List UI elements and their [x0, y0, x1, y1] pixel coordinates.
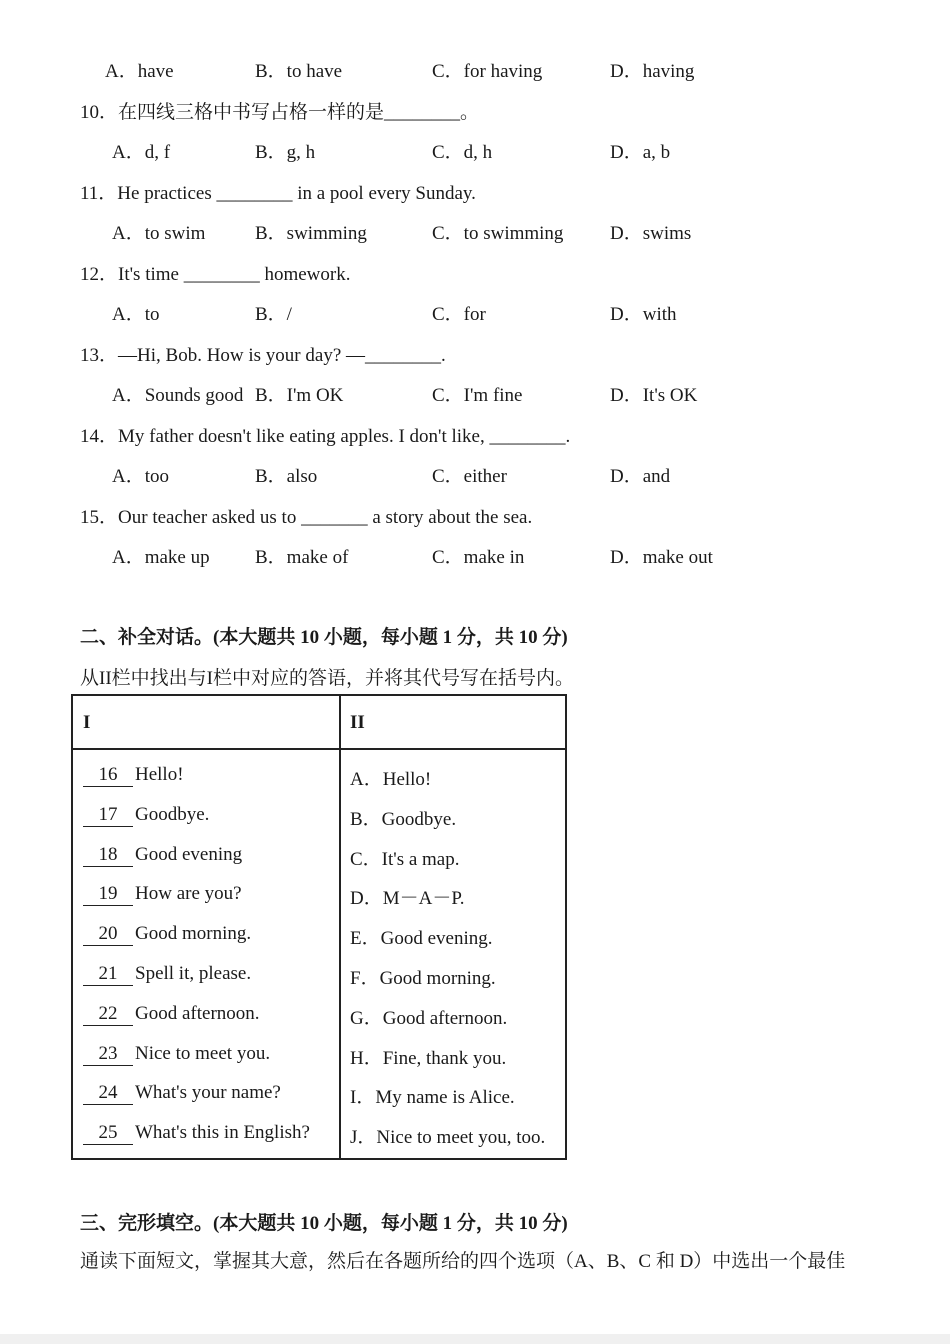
answer-option: A．d, f: [112, 142, 171, 163]
section2-heading: 二、补全对话。(本大题共 10 小题，每小题 1 分，共 10 分): [80, 627, 568, 648]
table-row-prompt: [83, 844, 242, 867]
question-stem: [80, 97, 479, 124]
question-stem: [80, 421, 570, 448]
answer-option: A．to: [112, 304, 160, 325]
answer-option: D．make out: [610, 547, 713, 568]
answer-blank-number: 17: [83, 804, 133, 827]
section3-heading: 三、完形填空。(本大题共 10 小题，每小题 1 分，共 10 分): [80, 1213, 568, 1234]
table-row-response: D．M－A－P.: [350, 888, 465, 910]
table-row-prompt: [83, 1043, 270, 1066]
prompt-text: Good evening: [135, 843, 243, 865]
answer-blank-number: 18: [83, 844, 133, 867]
answer-option: B．/: [255, 304, 292, 325]
matching-table: [71, 694, 567, 1160]
answer-option: A．to swim: [112, 223, 206, 244]
answer-option: C．make in: [432, 547, 525, 568]
table-row-prompt: [83, 923, 251, 946]
answer-option: A．Sounds good: [112, 385, 244, 406]
answer-option: C．either: [432, 466, 507, 487]
column-divider: [339, 696, 341, 1158]
answer-option: C．to swimming: [432, 223, 564, 244]
answer-option: A．too: [112, 466, 170, 487]
table-row-prompt: [83, 1003, 260, 1026]
answer-blank-number: 21: [83, 963, 133, 986]
table-row-response: A．Hello!: [350, 769, 432, 790]
question-number: 14．: [80, 425, 119, 447]
question-text: Our teacher asked us to _______ a story about the sea.: [118, 506, 533, 528]
answer-option: B．swimming: [255, 223, 367, 244]
table-row-prompt: [83, 883, 242, 906]
answer-option: B．I'm OK: [255, 385, 344, 406]
answer-option: D．swims: [610, 223, 692, 244]
table-row-response: H．Fine, thank you.: [350, 1047, 507, 1069]
answer-option: B．also: [255, 466, 318, 487]
answer-blank-number: 20: [83, 923, 133, 946]
question-number: 11．: [80, 182, 118, 204]
section2-instruction: 从II栏中找出与I栏中对应的答语，并将其代号写在括号内。: [80, 668, 574, 689]
question-stem: [80, 178, 476, 205]
prompt-text: What's this in English?: [135, 1122, 310, 1144]
table-row-response: I．My name is Alice.: [350, 1087, 515, 1109]
table-row-prompt: [83, 1082, 281, 1105]
table-row-response: G．Good afternoon.: [350, 1007, 508, 1029]
answer-blank-number: 16: [83, 764, 133, 787]
answer-option: B．to have: [255, 61, 343, 82]
answer-option: A．have: [105, 61, 174, 82]
question-number: 12．: [80, 263, 119, 285]
page-bottom-edge: [0, 1334, 950, 1344]
answer-option: C．for: [432, 304, 486, 325]
answer-blank-number: 23: [83, 1043, 133, 1066]
prompt-text: Good morning.: [135, 923, 252, 945]
prompt-text: How are you?: [135, 883, 242, 905]
question-stem: [80, 502, 532, 529]
column-header-ii: II: [350, 712, 365, 733]
answer-option: D．a, b: [610, 142, 671, 163]
table-row-prompt: [83, 764, 184, 787]
answer-option: C．for having: [432, 61, 543, 82]
answer-blank-number: 19: [83, 883, 133, 906]
prompt-text: What's your name?: [135, 1082, 281, 1104]
header-divider: [73, 748, 565, 750]
prompt-text: Hello!: [135, 764, 184, 785]
table-row-response: B．Goodbye.: [350, 808, 457, 830]
table-row-response: J．Nice to meet you, too.: [350, 1127, 546, 1149]
answer-option: D．and: [610, 466, 671, 487]
answer-option: A．make up: [112, 547, 210, 568]
question-number: 10．: [80, 101, 119, 123]
table-row-prompt: [83, 963, 251, 986]
prompt-text: Good afternoon.: [135, 1002, 260, 1024]
answer-option: D．It's OK: [610, 385, 698, 406]
table-row-response: F．Good morning.: [350, 968, 496, 989]
prompt-text: Spell it, please.: [135, 963, 252, 984]
question-stem: [80, 340, 446, 367]
section3-instruction: 通读下面短文，掌握其大意，然后在各题所给的四个选项（A、B、C 和 D）中选出一个最佳: [80, 1251, 846, 1272]
answer-option: D．having: [610, 61, 695, 82]
column-header-i: I: [83, 712, 91, 733]
answer-option: D．with: [610, 304, 677, 325]
question-text: 在四线三格中书写占格一样的是________。: [118, 101, 480, 123]
table-row-response: E．Good evening.: [350, 928, 493, 950]
answer-option: C．I'm fine: [432, 385, 523, 406]
question-text: It's time ________ homework.: [118, 263, 351, 285]
question-stem: [80, 259, 350, 286]
question-number: 15．: [80, 506, 119, 528]
table-row-prompt: [83, 804, 209, 827]
answer-blank-number: 22: [83, 1003, 133, 1026]
answer-option: C．d, h: [432, 142, 493, 163]
answer-option: B．make of: [255, 547, 349, 568]
question-number: 13．: [80, 344, 119, 366]
answer-blank-number: 24: [83, 1082, 133, 1105]
answer-option: B．g, h: [255, 142, 316, 163]
answer-blank-number: 25: [83, 1122, 133, 1145]
table-row-response: C．It's a map.: [350, 848, 460, 870]
table-row-prompt: [83, 1122, 310, 1145]
prompt-text: Nice to meet you.: [135, 1042, 271, 1064]
prompt-text: Goodbye.: [135, 803, 210, 825]
question-text: My father doesn't like eating apples. I don't like, ________.: [118, 425, 571, 447]
question-text: —Hi, Bob. How is your day? —________.: [118, 344, 446, 366]
question-text: He practices ________ in a pool every Sunday.: [117, 182, 476, 204]
